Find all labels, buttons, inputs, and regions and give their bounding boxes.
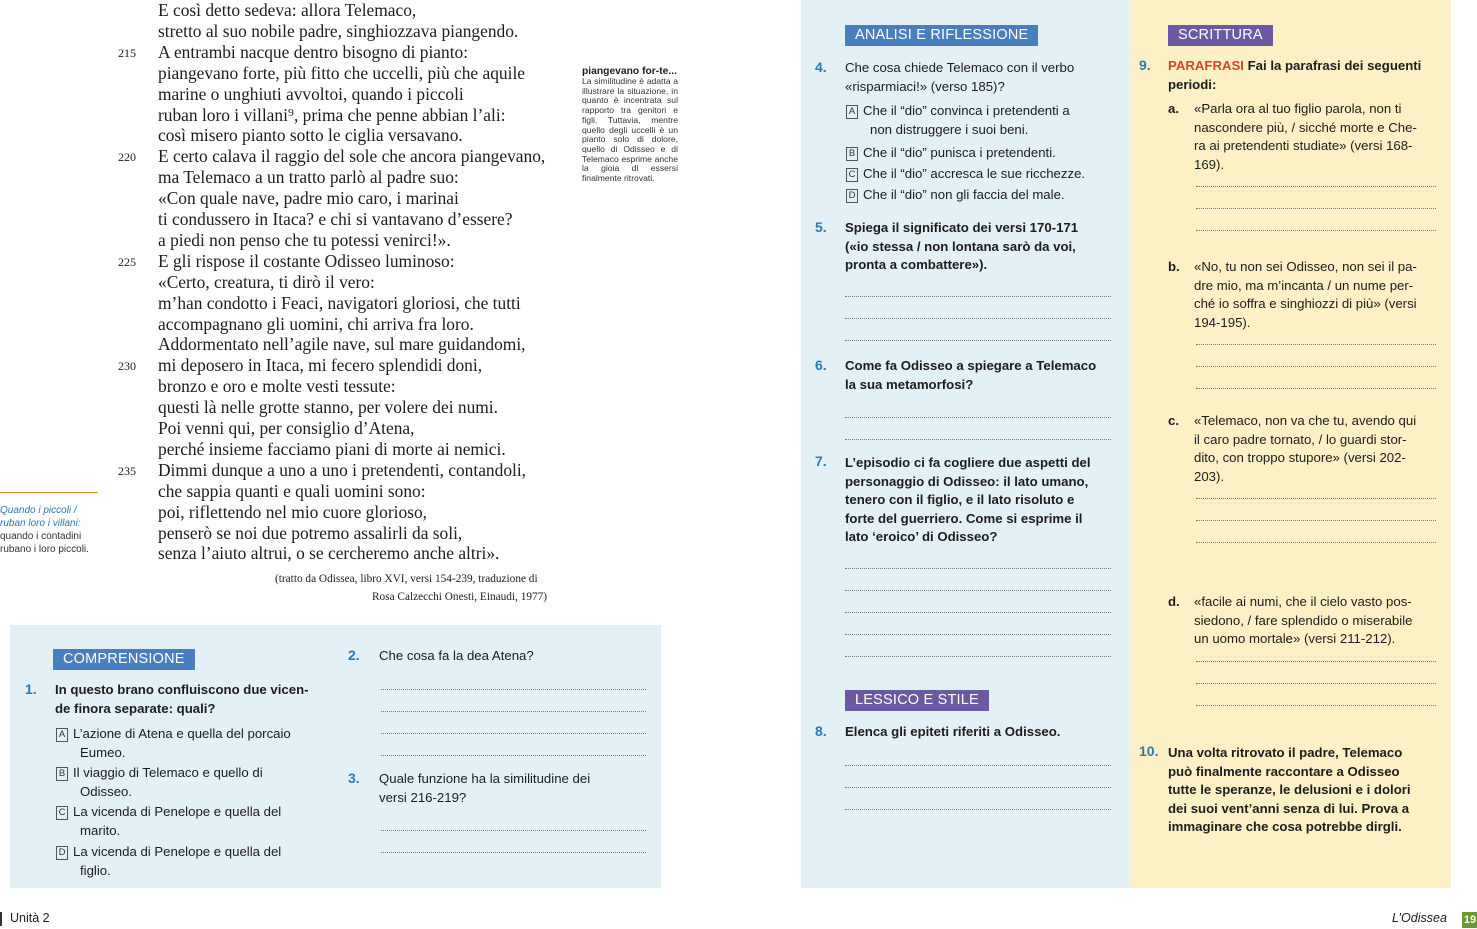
answer-option[interactable] [846, 185, 1065, 204]
answer-option[interactable] [56, 763, 263, 801]
verse-line: accompagnano gli uomini, chi arriva fra loro. [158, 313, 474, 334]
item-letter: b. [1168, 259, 1180, 274]
citation-line: (tratto da Odissea, libro XVI, versi 154-239, traduzione di [275, 573, 538, 585]
verse-line: marine o unghiuti avvoltoi, quando i piccoli [158, 83, 464, 104]
verse-number: 235 [118, 463, 136, 478]
verse-line: a piedi non penso che tu potessi venirci!». [158, 229, 451, 250]
margin-note [582, 66, 678, 184]
verse-line: ti condussero in Itaca? e chi si vantavano d’essere? [158, 209, 513, 229]
verse-line: così misero pianto sotto le ciglia versavano. [158, 125, 463, 146]
verse-line: bronzo e oro e molte vesti tessute: [158, 376, 396, 397]
question-number: 4. [815, 59, 827, 75]
question-number: 5. [815, 219, 827, 235]
verse-line: E certo calava il raggio del sole che ancora piangevano, [158, 146, 546, 167]
item-text: siedono, / fare splendido o miserabile [1194, 612, 1413, 628]
question-line: lato ‘eroico’ di Odisseo? [845, 529, 998, 544]
parafrasi-item [1168, 258, 1438, 332]
answer-line[interactable] [1196, 344, 1436, 345]
verse-line: E gli rispose il costante Odisseo luminoso: [158, 250, 455, 271]
answer-line[interactable] [1196, 230, 1436, 231]
question-number: 7. [815, 453, 827, 469]
scrittura-label: SCRITTURA [1168, 25, 1273, 46]
answer-line[interactable] [1196, 520, 1436, 521]
question-2-text: Che cosa fa la dea Atena? [379, 648, 534, 663]
question-line: («io stessa / non lontana sarò da voi, [845, 238, 1076, 254]
answer-line[interactable] [845, 612, 1111, 613]
question-3-text [379, 770, 590, 807]
item-text: «Telemaco, non va che tu, avendo qui [1194, 413, 1417, 428]
item-text: dre mio, ma m’incanta / un nume per- [1194, 277, 1414, 293]
question-number: 10. [1139, 743, 1159, 759]
option-checkbox[interactable]: A [846, 105, 858, 119]
item-letter: a. [1168, 101, 1179, 116]
gloss-title: Quando i piccoli / [0, 505, 77, 516]
comprensione-label: COMPRENSIONE [53, 649, 195, 670]
item-text: 194-195). [1194, 314, 1251, 330]
item-text: il caro padre tornato, / lo guardi stor- [1194, 431, 1407, 447]
question-number: 9. [1139, 57, 1151, 73]
option-text: Odisseo. [80, 784, 133, 800]
option-text: marito. [80, 823, 121, 839]
footer-book-title: L’Odissea [1392, 911, 1447, 925]
option-checkbox[interactable]: A [56, 728, 68, 742]
option-text: Eumeo. [80, 745, 126, 760]
gloss-rule [0, 492, 98, 493]
option-checkbox[interactable]: D [846, 189, 858, 203]
answer-line[interactable] [1196, 366, 1436, 367]
verse-line: Addormentato nell’agile nave, sul mare guidandomi, [158, 334, 526, 355]
item-letter: c. [1168, 413, 1179, 428]
question-9-text [1168, 57, 1421, 94]
question-10-text [1168, 744, 1411, 837]
lessico-label: LESSICO E STILE [845, 690, 989, 711]
question-line: dei suoi vent’anni senza di lui. Prova a [1168, 800, 1410, 816]
answer-line[interactable] [1196, 661, 1436, 662]
verse-line: m’han condotto i Feaci, navigatori gloriosi, che tutti [158, 292, 521, 313]
answer-line[interactable] [845, 296, 1111, 297]
option-text: Il viaggio di Telemaco e quello di [73, 765, 263, 781]
item-text: 203). [1194, 468, 1225, 484]
question-1-text [55, 681, 309, 718]
question-4-text [845, 59, 1074, 96]
question-line: la sua metamorfosi? [845, 376, 974, 392]
question-line: versi 216-219? [379, 789, 467, 805]
question-line: Che cosa chiede Telemaco con il verbo [845, 60, 1075, 75]
gloss [0, 504, 100, 556]
verse-line: Dimmi dunque a uno a uno i pretendenti, contandoli, [158, 459, 527, 480]
item-text: ché io soffra e singhiozzi di più» (versi [1194, 296, 1417, 311]
verse-line: penserò se noi due potremo assalirli da soli, [158, 522, 463, 543]
question-5-text [845, 219, 1078, 275]
answer-line[interactable] [381, 755, 646, 756]
question-line: immaginare che cosa potrebbe dirgli. [1168, 819, 1402, 834]
footer-rule [0, 912, 2, 926]
option-text: Che il “dio” non gli faccia del male. [863, 187, 1065, 202]
verse-line: «Certo, creatura, ti dirò il vero: [158, 271, 375, 292]
option-text: non distruggere i suoi beni. [870, 122, 1029, 137]
answer-line[interactable] [381, 830, 646, 831]
option-text: La vicenda di Penelope e quella del [73, 843, 282, 859]
option-text: Che il “dio” accresca le sue ricchezze. [863, 166, 1086, 181]
answer-line[interactable] [845, 765, 1111, 766]
answer-line[interactable] [381, 733, 646, 734]
answer-option[interactable] [846, 143, 1056, 162]
question-8-text: Elenca gli epiteti riferiti a Odisseo. [845, 724, 1061, 739]
verse-number: 215 [118, 45, 136, 60]
answer-option[interactable] [56, 802, 281, 840]
answer-line[interactable] [845, 568, 1111, 569]
question-line: L’episodio ci fa cogliere due aspetti del [845, 455, 1091, 470]
question-line: può finalmente raccontare a Odisseo [1168, 763, 1400, 779]
option-checkbox[interactable]: C [846, 168, 858, 182]
item-text: 169). [1194, 156, 1225, 172]
question-line: Fai la parafrasi dei seguenti [1243, 58, 1422, 73]
parafrasi-item [1168, 593, 1438, 649]
option-text: La vicenda di Penelope e quella del [73, 804, 282, 820]
item-text: un uomo mortale» (versi 211-212). [1194, 631, 1396, 646]
answer-option[interactable] [846, 101, 1070, 139]
answer-line[interactable] [1196, 388, 1436, 389]
parafrasi-item [1168, 412, 1438, 486]
answer-line[interactable] [381, 689, 646, 690]
gloss-text: quando i contadini [0, 531, 82, 542]
question-6-text [845, 357, 1096, 394]
question-line: forte del guerriero. Come si esprime il [845, 510, 1083, 526]
verse-line: piangevano forte, più fitto che uccelli, più che aquile [158, 62, 525, 83]
answer-line[interactable] [845, 656, 1111, 657]
answer-option[interactable] [846, 164, 1085, 183]
answer-line[interactable] [381, 711, 646, 712]
question-number: 2. [348, 647, 360, 663]
verse-line: stretto al suo nobile padre, singhiozzava piangendo. [158, 20, 519, 41]
item-text: dito, con troppo stupore» (versi 202- [1194, 450, 1406, 465]
option-text: L’azione di Atena e quella del porcaio [73, 726, 291, 741]
option-checkbox[interactable]: C [56, 806, 68, 820]
question-line: periodi: [1168, 76, 1217, 92]
item-letter: d. [1168, 594, 1180, 609]
answer-line[interactable] [845, 809, 1111, 810]
question-line: Come fa Odisseo a spiegare a Telemaco [845, 358, 1097, 373]
question-number: 8. [815, 723, 827, 739]
option-text: figlio. [80, 862, 111, 878]
page-number: 19 [1463, 914, 1477, 926]
verse-line: «Con quale nave, padre mio caro, i marinai [158, 188, 459, 209]
verse-number: 220 [118, 150, 136, 165]
question-line: pronta a combattere»). [845, 257, 988, 272]
answer-line[interactable] [845, 787, 1111, 788]
answer-option[interactable] [56, 724, 291, 762]
question-line: «risparmiaci!» (verso 185)? [845, 78, 1005, 94]
answer-line[interactable] [1196, 186, 1436, 187]
question-7-text [845, 454, 1091, 547]
question-line: Spiega il significato dei versi 170-171 [845, 220, 1079, 235]
question-line: de finora separate: quali? [55, 700, 216, 716]
citation-line: Rosa Calzecchi Onesti, Einaudi, 1977) [372, 591, 548, 603]
answer-line[interactable] [845, 634, 1111, 635]
verse-line: ma Telemaco a un tratto parlò al padre suo: [158, 167, 459, 188]
answer-line[interactable] [845, 417, 1111, 418]
item-text: ra ai pretendenti studiate» (versi 168- [1194, 138, 1413, 153]
verse-line: perché insieme facciamo piani di morte ai nemici. [158, 438, 506, 459]
verse-number: 225 [118, 254, 136, 269]
answer-line[interactable] [1196, 705, 1436, 706]
verse-line: ruban loro i villani⁹, prima che penne abbian l’ali: [158, 104, 506, 125]
question-line: Quale funzione ha la similitudine dei [379, 771, 591, 786]
unit-label: Unità 2 [10, 911, 50, 925]
answer-line[interactable] [845, 318, 1111, 319]
answer-line[interactable] [1196, 542, 1436, 543]
question-line: tenero con il figlio, e il lato risoluto e [845, 492, 1075, 507]
verse-line: Poi venni qui, per consiglio d’Atena, [158, 418, 415, 438]
verse-number: 230 [118, 359, 136, 374]
analisi-label: ANALISI E RIFLESSIONE [845, 25, 1038, 46]
parafrasi-item [1168, 100, 1438, 174]
question-line: tutte le speranze, le delusioni e i dolori [1168, 782, 1411, 797]
question-number: 1. [25, 681, 37, 697]
option-checkbox[interactable]: B [56, 767, 68, 781]
question-number: 6. [815, 357, 827, 373]
answer-line[interactable] [845, 590, 1111, 591]
option-text: Che il “dio” punisca i pretendenti. [863, 145, 1056, 160]
answer-line[interactable] [845, 439, 1111, 440]
question-line: Una volta ritrovato il padre, Telemaco [1168, 745, 1403, 760]
gloss-text: rubano i loro piccoli. [0, 544, 89, 555]
verse-line: poi, riflettendo nel mio cuore glorioso, [158, 501, 428, 522]
item-text: «No, tu non sei Odisseo, non sei il pa- [1194, 259, 1417, 274]
option-checkbox[interactable]: B [846, 147, 858, 161]
item-text: nascondere più, / sicché morte e Che- [1194, 119, 1417, 135]
answer-line[interactable] [1196, 683, 1436, 684]
answer-line[interactable] [1196, 208, 1436, 209]
footer-unit [10, 911, 50, 925]
item-text: «facile ai numi, che il cielo vasto pos- [1194, 594, 1412, 609]
margin-note-body: La similitudine è adatta a illustrare la situazione, in quanto è incentrata sul rapporto tra genitori e figli. Tuttavia, mentre quello degli uccelli è un pianto solo di dolore, quello di Odisseo e di Telemaco esprime anche la gioia di essersi finalmente ritrovati. [582, 76, 678, 184]
parafrasi-title: PARAFRASI [1168, 58, 1244, 73]
verse-line: senza l’aiuto altrui, o se cercheremo anche altri». [158, 543, 500, 564]
answer-option[interactable] [56, 842, 281, 880]
verse-line: E così detto sedeva: allora Telemaco, [158, 0, 417, 20]
margin-note-title: piangevano for-te... [582, 66, 677, 77]
verse-line: che sappia quanti e quali uomini sono: [158, 480, 426, 501]
question-line: personaggio di Odisseo: il lato umano, [845, 473, 1089, 489]
gloss-title: ruban loro i villani: [0, 518, 81, 529]
answer-line[interactable] [381, 852, 646, 853]
verse-line: A entrambi nacque dentro bisogno di pianto: [158, 41, 469, 62]
verse-line: mi deposero in Itaca, mi fecero splendidi doni, [158, 355, 483, 376]
question-line: In questo brano confluiscono due vicen- [55, 682, 309, 697]
option-text: Che il “dio” convinca i pretendenti a [863, 103, 1070, 118]
verse-line: questi là nelle grotte stanno, per volere dei numi. [158, 397, 498, 418]
question-number: 3. [348, 770, 360, 786]
answer-line[interactable] [845, 340, 1111, 341]
option-checkbox[interactable]: D [56, 846, 68, 860]
answer-line[interactable] [1196, 498, 1436, 499]
item-text: «Parla ora al tuo figlio parola, non ti [1194, 101, 1402, 116]
